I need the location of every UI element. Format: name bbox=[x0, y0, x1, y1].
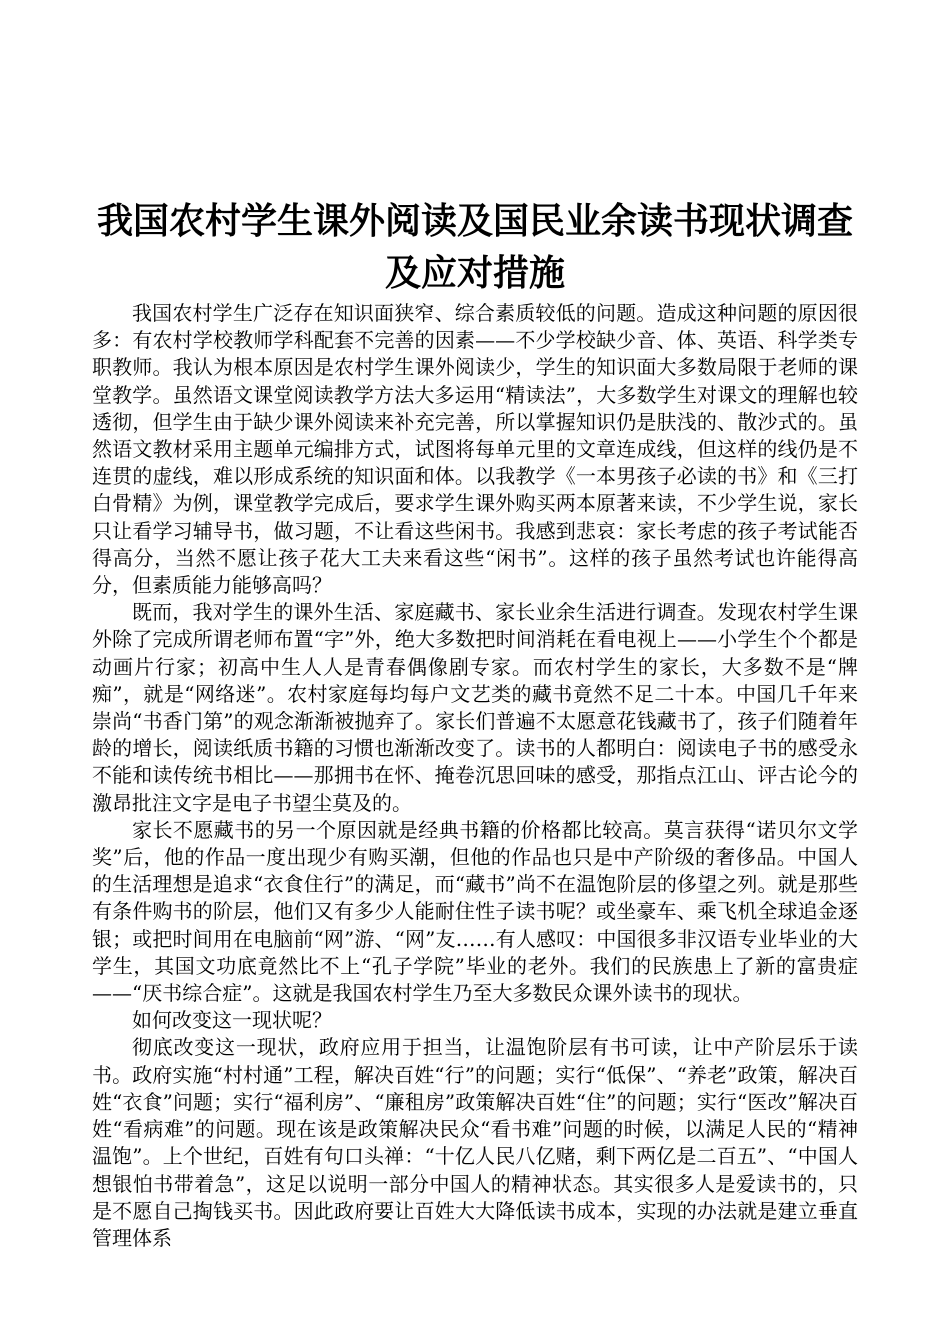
document-title: 我国农村学生课外阅读及国民业余读书现状调查及应对措施 bbox=[96, 201, 853, 294]
paragraph: 家长不愿藏书的另一个原因就是经典书籍的价格都比较高。莫言获得“诺贝尔文学奖”后，他的作品一度出现少有购买潮，但他的作品也只是中产阶级的奢侈品。中国人的生活理想是追求“衣食住行”的满足，而“藏书”尚不在温饱阶层的侈望之列。就是那些有条件购书的阶层，他们又有多少人能耐住性子读书呢？或坐豪车、乘飞机全球追金逐银；或把时间用在电脑前“网”游、“网”友……有人感叹：中国很多非汉语专业毕业的大学生，其国文功底竟然比不上“孔子学院”毕业的老外。我们的民族患上了新的富贵症——“厌书综合症”。这就是我国农村学生乃至大多数民众课外读书的现状。 bbox=[92, 817, 858, 1006]
paragraph: 我国农村学生广泛存在知识面狭窄、综合素质较低的问题。造成这种问题的原因很多：有农村学校教师学科配套不完善的因素——不少学校缺少音、体、英语、科学类专职教师。我认为根本原因是农村学生课外阅读少，学生的知识面大多数局限于老师的课堂教学。虽然语文课堂阅读教学方法大多运用“精读法”，大多数学生对课文的理解也较透彻，但学生由于缺少课外阅读来补充完善，所以掌握知识仍是肤浅的、散沙式的。虽然语文教材采用主题单元编排方式，试图将每单元里的文章连成线，但这样的线仍是不连贯的虚线，难以形成系统的知识面和体。以我教学《一本男孩子必读的书》和《三打白骨精》为例，课堂教学完成后，要求学生课外购买两本原著来读，不少学生说，家长只让看学习辅导书，做习题，不让看这些闲书。我感到悲哀：家长考虑的孩子考试能否得高分，当然不愿让孩子花大工夫来看这些“闲书”。这样的孩子虽然考试也许能得高分，但素质能力能够高吗？ bbox=[92, 301, 858, 598]
paragraph: 彻底改变这一现状，政府应用于担当，让温饱阶层有书可读，让中产阶层乐于读书。政府实施“村村通”工程，解决百姓“行”的问题；实行“低保”、“养老”政策，解决百姓“衣食”问题；实行“福利房”、“廉租房”政策解决百姓“住”的问题；实行“医改”解决百姓“看病难”的问题。现在该是政策解决民众“看书难”问题的时候，以满足人民的“精神温饱”。上个世纪，百姓有句口头禅：“十亿人民八亿赌，剩下两亿是二百五”、“中国人想银怕书带着急”，这足以说明一部分中国人的精神状态。其实很多人是爱读书的，只是不愿自己掏钱买书。因此政府要让百姓大大降低读书成本，实现的办法就是建立垂直管理体系 bbox=[92, 1035, 858, 1250]
document-body bbox=[92, 300, 858, 1252]
paragraph: 如何改变这一现状呢？ bbox=[132, 1008, 332, 1033]
document-page bbox=[92, 196, 858, 1252]
paragraph: 既而，我对学生的课外生活、家庭藏书、家长业余生活进行调查。发现农村学生课外除了完成所谓老师布置“字”外，绝大多数把时间消耗在看电视上——小学生个个都是动画片行家；初高中生人人是青春偶像剧专家。而农村学生的家长，大多数不是“牌痴”，就是“网络迷”。农村家庭每均每户文艺类的藏书竟然不足二十本。中国几千年来崇尚“书香门第”的观念渐渐被抛弃了。家长们普遍不太愿意花钱藏书了，孩子们随着年龄的增长，阅读纸质书籍的习惯也渐渐改变了。读书的人都明白：阅读电子书的感受永不能和读传统书相比——那拥书在怀、掩卷沉思回味的感受，那指点江山、评古论今的激昂批注文字是电子书望尘莫及的。 bbox=[92, 600, 858, 815]
